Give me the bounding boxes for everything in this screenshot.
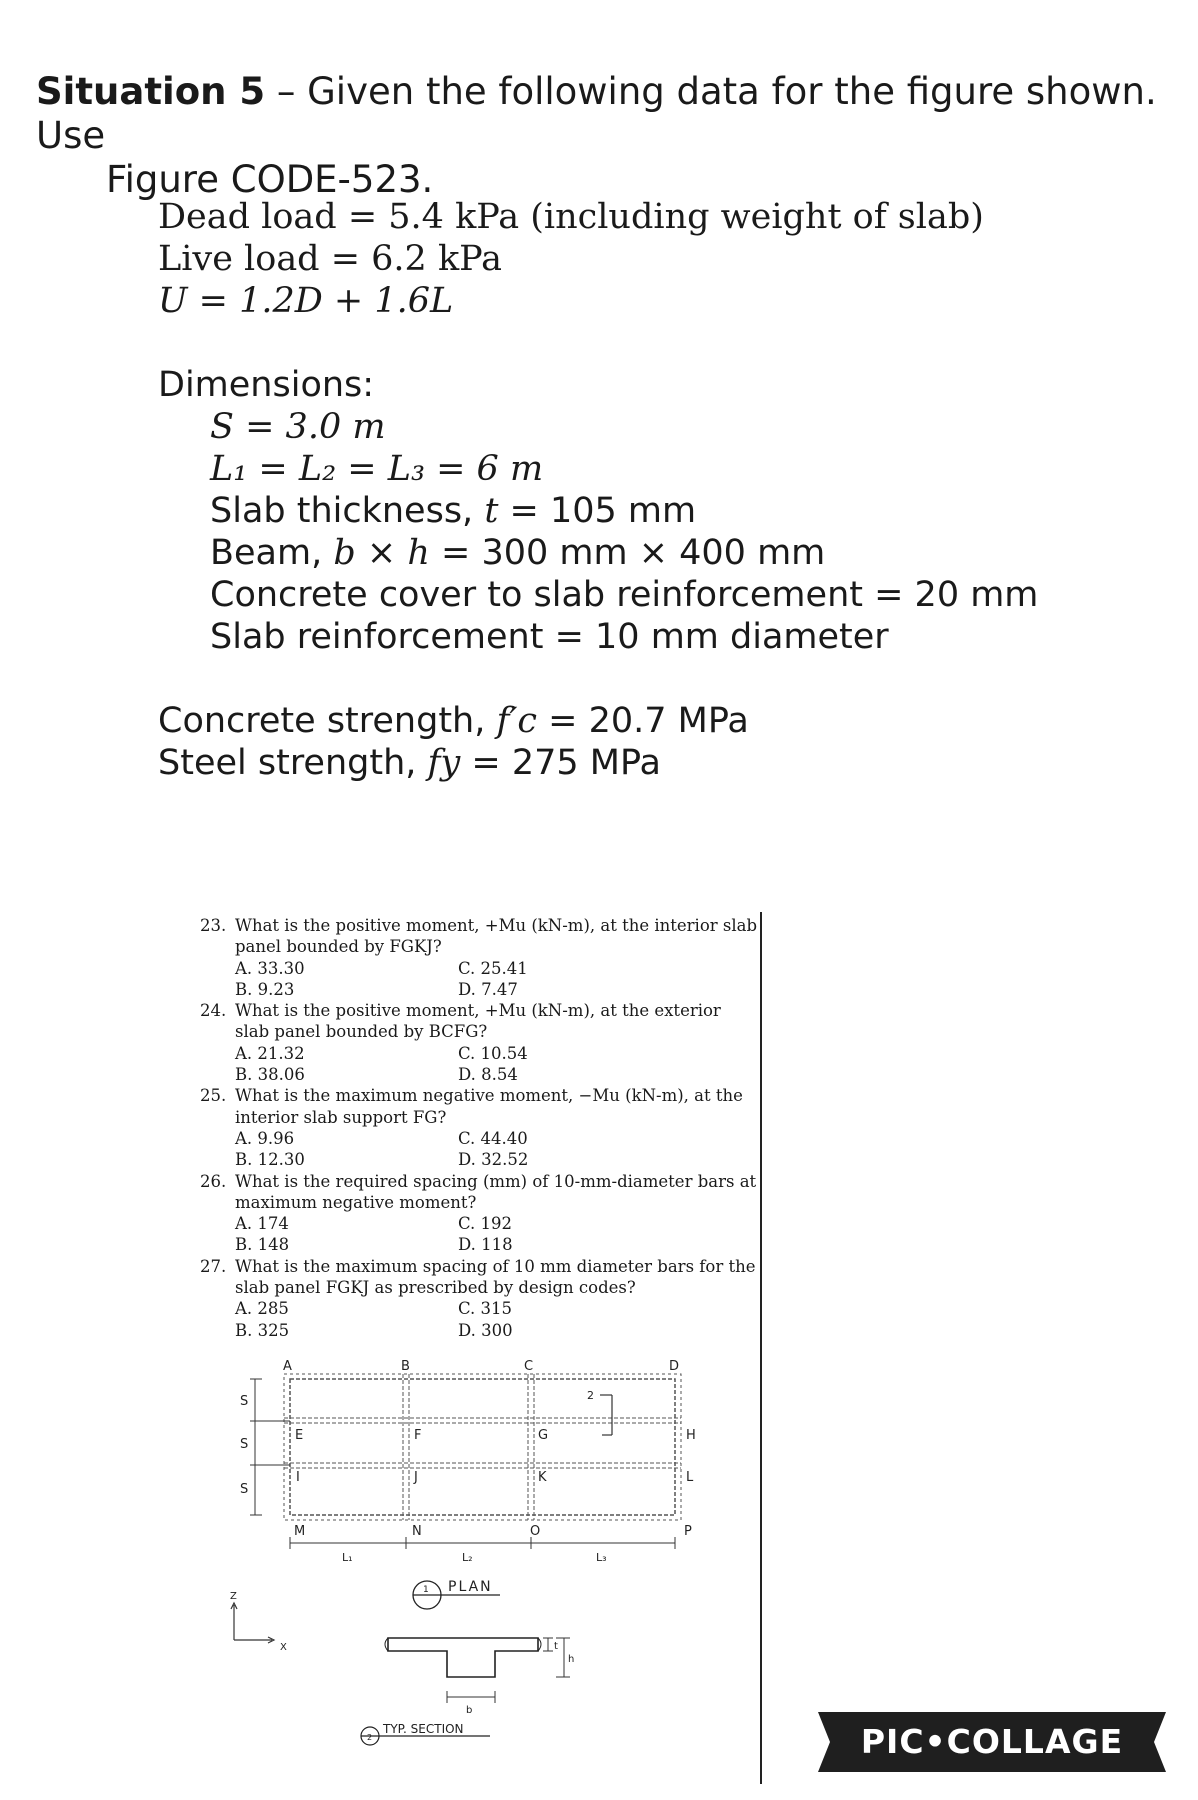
label-m: M <box>294 1524 306 1539</box>
l3-label: L₃ <box>596 1551 607 1564</box>
label-o: O <box>530 1524 541 1539</box>
load-combination: U = 1.2D + 1.6L <box>158 281 454 321</box>
plan-outline <box>290 1379 675 1515</box>
tee-section <box>385 1638 541 1677</box>
steel-strength-value: = 275 MPa <box>460 743 661 783</box>
option-b: B. 148 <box>235 1235 290 1255</box>
option-a: A. 9.96 <box>235 1128 295 1148</box>
question-text: What is the maximum negative moment, −Mu (kN-m), at the interior slab support FG? <box>235 1086 743 1127</box>
steel-strength-var: fy <box>427 743 461 783</box>
option-c: C. 25.41 <box>458 958 528 978</box>
question-number: 26. <box>200 1171 227 1191</box>
s-label: S <box>240 1482 249 1497</box>
label-c: C <box>524 1359 534 1374</box>
situation-text-line2: Figure CODE-523. <box>106 158 434 201</box>
question-23 <box>200 915 760 958</box>
concrete-strength-var: f′c <box>496 701 537 741</box>
axis-x-label: X <box>280 1642 287 1653</box>
option-c: C. 44.40 <box>458 1128 528 1148</box>
beam-var-b: b <box>333 533 356 573</box>
question-25-options <box>200 1128 760 1171</box>
option-c: C. 315 <box>458 1299 513 1319</box>
tee-section-shape <box>388 1638 538 1677</box>
situation-text-line1: – Given the following data for the figure shown. Use <box>36 70 1157 157</box>
question-text: What is the positive moment, +Mu (kN-m), at the interior slab panel bounded by FGKJ? <box>235 916 758 957</box>
question-24-options <box>200 1043 760 1086</box>
option-d: D. 118 <box>458 1235 513 1255</box>
section-cut-label: 2 <box>587 1389 594 1402</box>
label-i: I <box>296 1470 300 1485</box>
option-c: C. 10.54 <box>458 1043 528 1063</box>
label-a: A <box>283 1359 292 1374</box>
question-25 <box>200 1085 760 1128</box>
axis-z-label: Z <box>230 1591 237 1602</box>
situation-heading <box>36 70 1176 202</box>
code-523-figure <box>200 1355 760 1795</box>
beam-var-h: h <box>407 533 430 573</box>
dimensions-title: Dimensions: <box>158 365 375 405</box>
s-label: S <box>240 1437 249 1452</box>
option-a: A. 285 <box>235 1299 289 1319</box>
question-number: 25. <box>200 1086 227 1106</box>
plan-number: 1 <box>423 1585 429 1595</box>
section-b-label: b <box>466 1705 473 1716</box>
label-h: H <box>686 1428 696 1443</box>
beam-dimensions <box>210 532 825 574</box>
question-23-options <box>200 958 760 1001</box>
slab-thickness-label: Slab thickness, <box>210 491 485 531</box>
option-b: B. 38.06 <box>235 1065 305 1085</box>
section-t-label: t <box>554 1641 558 1652</box>
dimension-s: S = 3.0 m <box>210 407 386 447</box>
question-text: What is the required spacing (mm) of 10-mm-diameter bars at maximum negative moment? <box>235 1171 757 1212</box>
label-j: J <box>414 1470 418 1485</box>
slab-reinforcement: Slab reinforcement = 10 mm diameter <box>210 617 889 657</box>
option-c: C. 192 <box>458 1214 513 1234</box>
l1-label: L₁ <box>342 1551 353 1564</box>
s-label: S <box>240 1394 249 1409</box>
plan-grid <box>284 1374 681 1520</box>
question-number: 23. <box>200 916 227 935</box>
label-g: G <box>538 1428 549 1443</box>
steel-strength-label: Steel strength, <box>158 743 428 783</box>
question-27-options <box>200 1298 760 1341</box>
slab-thickness-value: = 105 mm <box>498 491 697 531</box>
question-number: 24. <box>200 1001 227 1021</box>
label-b: B <box>401 1359 410 1374</box>
axis-symbol <box>231 1603 274 1643</box>
question-27 <box>200 1256 760 1299</box>
plan-outer-outline <box>284 1374 681 1520</box>
question-26 <box>200 1171 760 1214</box>
option-d: D. 300 <box>458 1320 513 1340</box>
plan-title: PLAN <box>448 1579 493 1595</box>
s-dimension <box>250 1379 290 1515</box>
label-l: L <box>686 1470 694 1485</box>
label-d: D <box>669 1359 680 1374</box>
option-a: A. 21.32 <box>235 1043 305 1063</box>
dead-load: Dead load = 5.4 kPa (including weight of slab) <box>158 197 984 237</box>
option-a: A. 33.30 <box>235 958 305 978</box>
beam-label: Beam, <box>210 533 334 573</box>
dimension-l: L₁ = L₂ = L₃ = 6 m <box>210 449 544 489</box>
steel-strength <box>158 742 661 784</box>
live-load: Live load = 6.2 kPa <box>158 239 503 279</box>
questions-list <box>200 915 760 1341</box>
slab-thickness <box>210 490 696 532</box>
label-p: P <box>684 1524 692 1539</box>
question-24 <box>200 1000 760 1043</box>
label-f: F <box>414 1428 422 1443</box>
label-n: N <box>412 1524 422 1539</box>
option-b: B. 12.30 <box>235 1150 305 1170</box>
beam-times: × <box>355 533 408 573</box>
question-number: 27. <box>200 1256 227 1276</box>
watermark-text: PIC•COLLAGE <box>860 1722 1124 1761</box>
section-cut-mark <box>600 1395 612 1435</box>
section-dimensions <box>447 1638 570 1703</box>
concrete-strength-value: = 20.7 MPa <box>537 701 749 741</box>
figure-svg <box>200 1355 760 1795</box>
option-b: B. 9.23 <box>235 979 295 999</box>
option-b: B. 325 <box>235 1320 290 1340</box>
pic-collage-watermark <box>818 1712 1166 1772</box>
option-a: A. 174 <box>235 1214 289 1234</box>
section-h-label: h <box>568 1654 575 1665</box>
question-26-options <box>200 1213 760 1256</box>
l2-label: L₂ <box>462 1551 473 1564</box>
option-d: D. 8.54 <box>458 1065 518 1085</box>
beam-value: = 300 mm × 400 mm <box>429 533 826 573</box>
concrete-strength <box>158 700 749 742</box>
l-dimension <box>290 1537 675 1549</box>
situation-label: Situation 5 <box>36 70 266 113</box>
question-text: What is the maximum spacing of 10 mm diameter bars for the slab panel FGKJ as prescribed by design codes? <box>235 1256 756 1298</box>
section-number: 2 <box>367 1733 373 1742</box>
concrete-cover: Concrete cover to slab reinforcement = 20 mm <box>210 575 1039 615</box>
slab-thickness-var: t <box>484 491 499 531</box>
option-d: D. 32.52 <box>458 1150 529 1170</box>
label-e: E <box>295 1428 304 1443</box>
option-d: D. 7.47 <box>458 979 518 999</box>
concrete-strength-label: Concrete strength, <box>158 701 497 741</box>
label-k: K <box>538 1470 547 1485</box>
section-title: TYP. SECTION <box>383 1722 464 1736</box>
column-divider <box>760 912 762 1784</box>
question-text: What is the positive moment, +Mu (kN-m), at the exterior slab panel bounded by BCFG? <box>235 1001 721 1042</box>
